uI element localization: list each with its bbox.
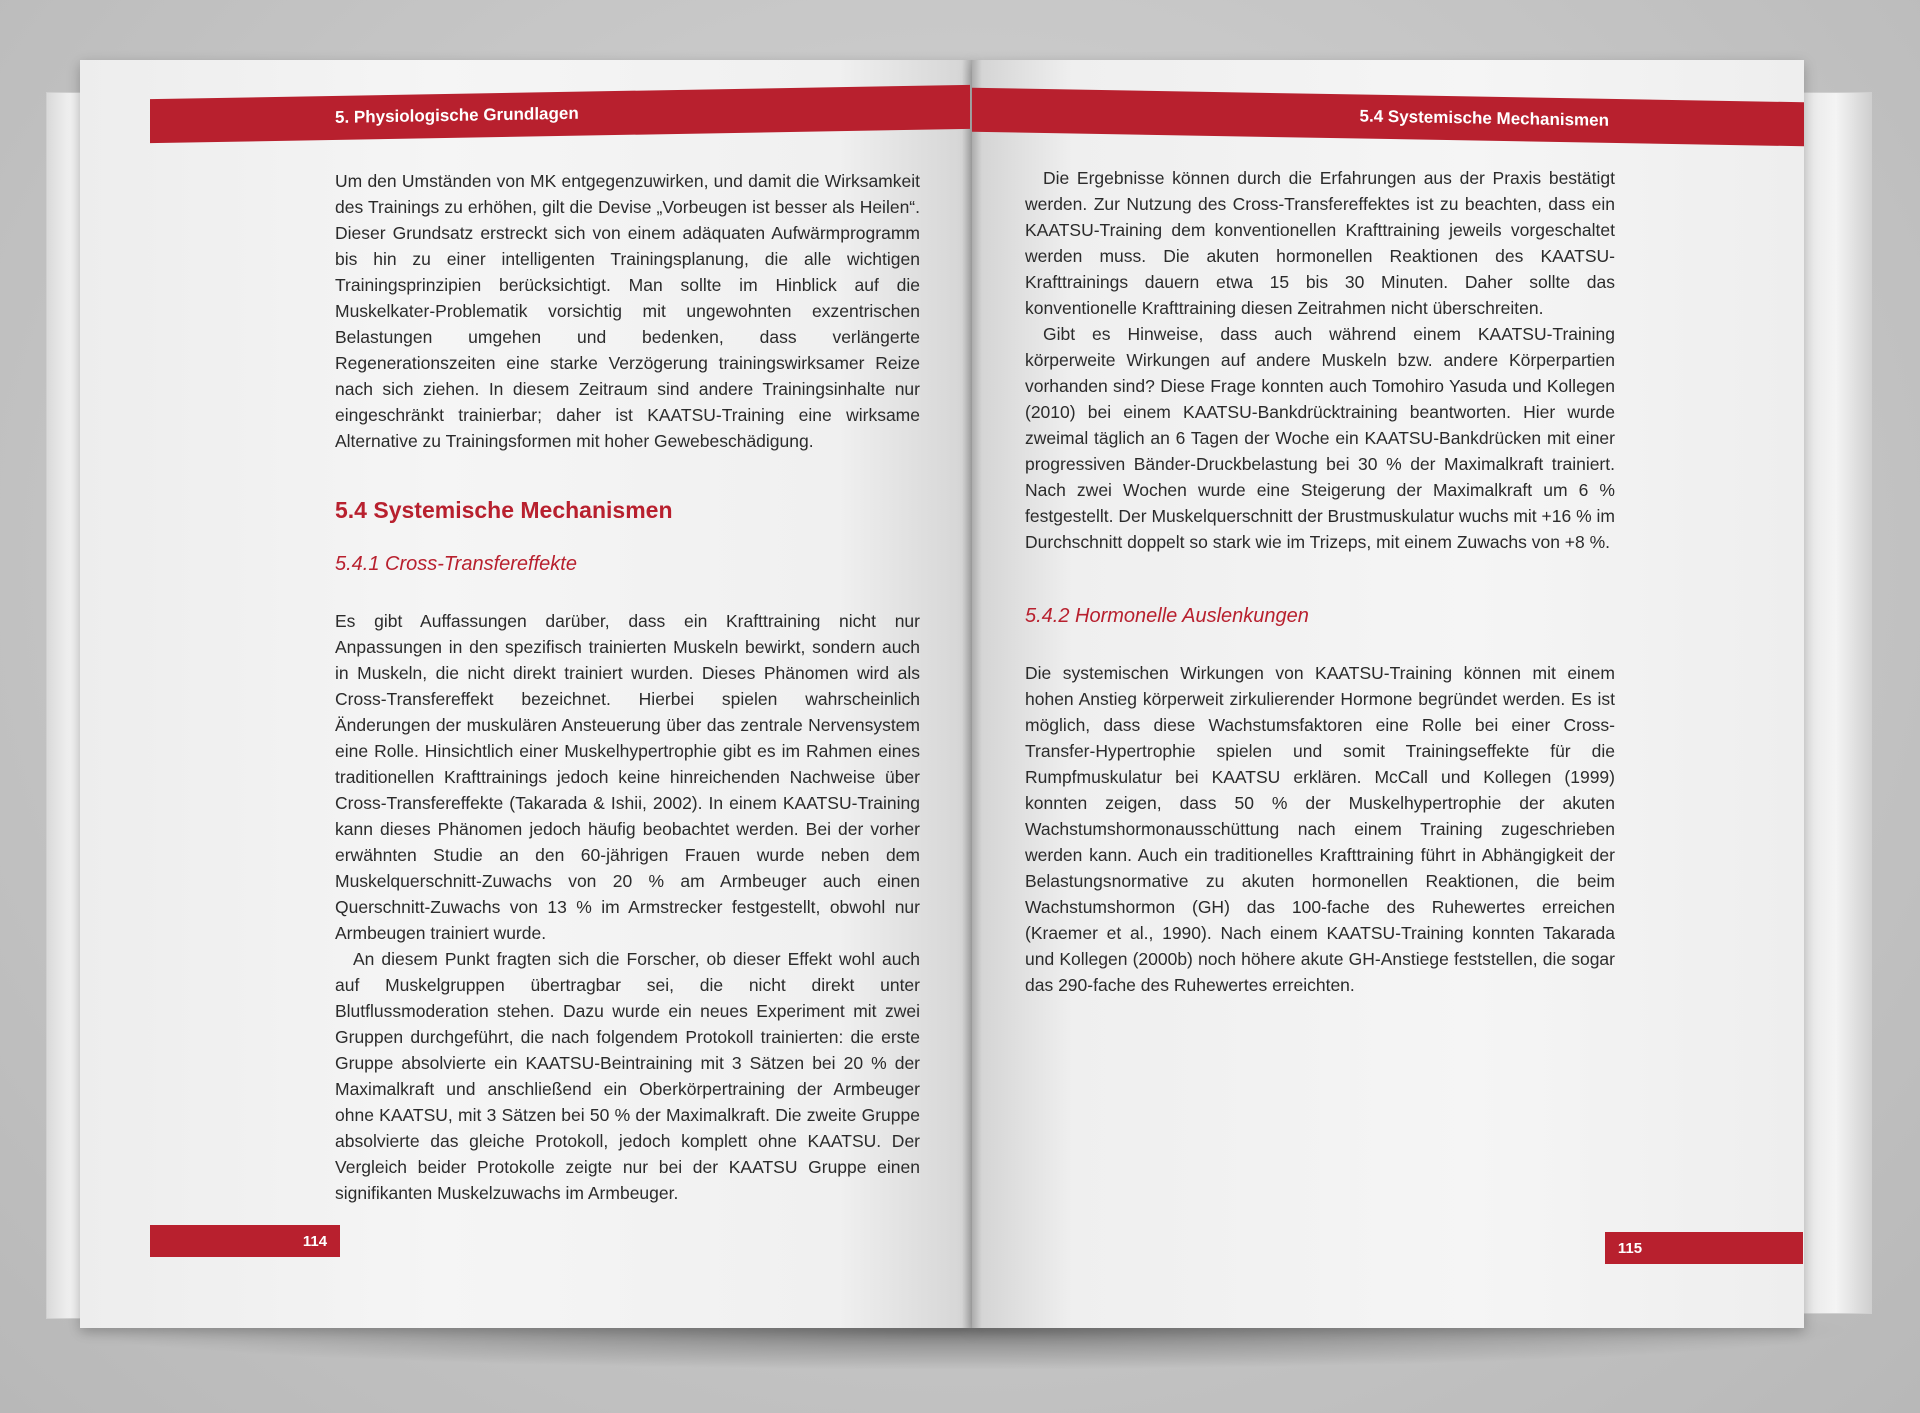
- subsection-heading-542: 5.4.2 Hormonelle Auslenkungen: [1025, 605, 1309, 627]
- left-page-number: 114: [290, 1225, 340, 1257]
- book-gutter: [962, 60, 982, 1328]
- left-paragraph-1: Es gibt Auffassungen darüber, dass ein Krafttraining nicht nur Anpassungen in den spezifisch trainierten Muskeln bewirkt, sondern auch in Muskeln, die nicht direkt trainiert wurden. Dieses Phänomen wird als Cross-Transfereffekt bezeichnet. Hierbei spielen wahrscheinlich Änderungen der muskulären Ansteuerung über das zentrale Nervensystem eine Rolle. Hinsichtlich einer Muskelhypertrophie gibt es im Rahmen eines traditionellen Krafttrainings jedoch keine hinreichenden Nachweise über Cross-Transfereffekte (Takarada & Ishii, 2002). In einem KAATSU-Training kann dieses Phänomen jedoch häufig beobachtet werden. Bei der vorher erwähnten Studie an den 60-jährigen Frauen wurde neben dem Muskelquerschnitt-Zuwachs von 20 % am Armbeuger auch einen Querschnitt-Zuwachs von 13 % im Armstrecker festgestellt, obwohl nur Armbeugen trainiert wurde.: [335, 611, 920, 943]
- right-top-block: [1025, 165, 1615, 555]
- right-paragraph-1: Die Ergebnisse können durch die Erfahrungen aus der Praxis bestätigt werden. Zur Nutzung des Cross-Transfereffektes ist zu beachten, dass ein KAATSU-Training dem konventionellen Krafttraining jeweils vorgeschaltet werden muss. Die akuten hormonellen Reaktionen des KAATSU-Krafttrainings dauern etwa 15 bis 30 Minuten. Daher sollte das konventionelle Krafttraining diesen Zeitrahmen nicht überschreiten.: [1025, 168, 1615, 318]
- left-intro-block: [335, 168, 920, 454]
- left-intro-paragraph: Um den Umständen von MK entgegenzuwirken, und damit die Wirksamkeit des Trainings zu erhöhen, gilt die Devise „Vorbeugen ist besser als Heilen“. Dieser Grundsatz erstreckt sich von einem adäquaten Aufwärmprogramm bis hin zu einer intelligenten Trainingsplanung, die alle wichtigen Trainingsprinzipien berücksichtigt. Man sollte im Hinblick auf die Muskelkater-Problematik vorsichtig mit ungewohnten exzentrischen Belastungen umgehen und bedenken, dass verlängerte Regenerationszeiten eine starke Verzögerung trainingswirksamer Reize nach sich ziehen. In diesem Zeitraum sind andere Trainingsinhalte nur eingeschränkt trainierbar; daher ist KAATSU-Training eine wirksame Alternative zu Trainingsformen mit hoher Gewebeschädigung.: [335, 171, 920, 451]
- right-header-text: 5.4 Systemische Mechanismen: [1359, 106, 1609, 130]
- left-header-text: 5. Physiologische Grundlagen: [335, 103, 579, 127]
- section-heading: 5.4 Systemische Mechanismen: [335, 497, 673, 523]
- right-page-stack: [1800, 92, 1872, 1314]
- subsection-heading-541: 5.4.1 Cross-Transfereffekte: [335, 553, 577, 575]
- left-paragraph-2: An diesem Punkt fragten sich die Forscher, ob dieser Effekt wohl auch auf Muskelgruppen übertragbar sei, die nicht direkt unter Blutflussmoderation stehen. Dazu wurde ein neues Experiment mit zwei Gruppen durchgeführt, die nach folgendem Protokoll trainierten: die erste Gruppe absolvierte ein KAATSU-Beintraining mit 3 Sätzen bei 20 % der Maximalkraft und anschließend ein Oberkörpertraining der Armbeuger ohne KAATSU, mit 3 Sätzen bei 50 % der Maximalkraft. Die zweite Gruppe absolvierte das gleiche Protokoll, jedoch komplett ohne KAATSU. Der Vergleich beider Protokolle zeigte nur bei der KAATSU Gruppe einen signifikanten Muskelzuwachs im Armbeuger.: [335, 949, 920, 1203]
- right-paragraph-2: Gibt es Hinweise, dass auch während einem KAATSU-Training körperweite Wirkungen auf andere Muskeln bzw. andere Körperpartien vorhanden sind? Diese Frage konnten auch Tomohiro Yasuda und Kollegen (2010) bei einem KAATSU-Bankdrücktraining beantworten. Hier wurde zweimal täglich an 6 Tagen der Woche ein KAATSU-Bankdrücken mit einer progressiven Bänder-Druckbelastung bei 30 % der Maximalkraft trainiert. Nach zwei Wochen wurde eine Steigerung der Maximalkraft um 6 % festgestellt. Der Muskelquerschnitt der Brustmuskulatur wuchs mit +16 % im Durchschnitt doppelt so stark wie im Trizeps, mit einem Zuwachs von +8 %.: [1025, 324, 1615, 552]
- right-page-number: 115: [1605, 1232, 1655, 1264]
- right-body-block: [1025, 660, 1615, 998]
- right-paragraph-3: Die systemischen Wirkungen von KAATSU-Training können mit einem hohen Anstieg körperweit zirkulierender Hormone begründet werden. Es ist möglich, dass diese Wachstumsfaktoren eine Rolle bei einer Cross-Transfer-Hypertrophie spielen und somit Trainingseffekte für die Rumpfmuskulatur bei KAATSU erklären. McCall und Kollegen (1999) konnten zeigen, dass 50 % der Muskelhypertrophie der akuten Wachstumshormonausschüttung nach einem Training zugeschrieben werden kann. Auch ein traditionelles Krafttraining führt in Abhängigkeit der Belastungsnormative zu akuten hormonellen Reaktionen, die beim Wachstumshormon (GH) das 100-fache des Ruhewertes erreichen (Kraemer et al., 1990). Nach einem KAATSU-Training konnten Takarada und Kollegen (2000b) noch höhere akute GH-Anstiege feststellen, die sogar das 290-fache des Ruhewertes erreichten.: [1025, 663, 1615, 995]
- left-body-block: [335, 608, 920, 1206]
